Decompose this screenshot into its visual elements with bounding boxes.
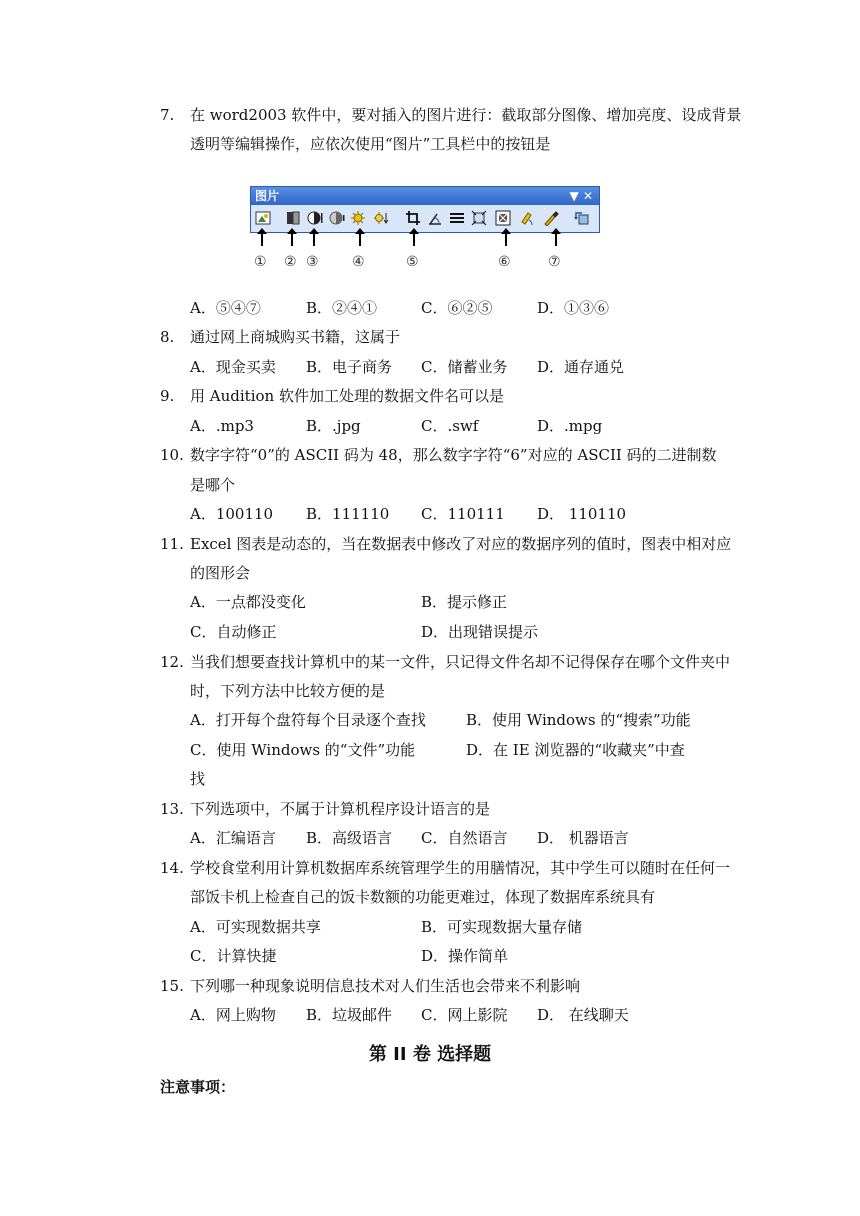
toolbar-title-bar	[251, 187, 599, 205]
color-icon	[285, 210, 301, 226]
question-text: 时，下列方法中比较方便的是	[190, 682, 386, 700]
text-wrapping-icon	[495, 210, 511, 226]
marker-label: ⑤	[406, 254, 419, 270]
question-number: 12.	[160, 653, 184, 671]
question-text: 下列哪一种现象说明信息技术对人们生活也会带来不利影响	[190, 977, 581, 995]
question-number: 10.	[160, 446, 184, 464]
option-b: B．②④①	[306, 299, 378, 317]
question-text: 在 word2003 软件中，要对插入的图片进行：截取部分图像、增加亮度、设成背景	[190, 106, 742, 124]
question-number: 11.	[160, 535, 184, 553]
arrow-marker-3	[313, 232, 315, 246]
option-b: B．可实现数据大量存储	[421, 918, 583, 936]
option-b: B．使用 Windows 的“搜索”功能	[466, 711, 691, 729]
marker-label: ③	[306, 254, 319, 270]
option-c: C．⑥②⑤	[421, 299, 493, 317]
option-d: D． 110110	[537, 505, 627, 523]
marker-label: ①	[254, 254, 267, 270]
option-d-wrap: 找	[190, 770, 206, 788]
compress-pictures-icon	[471, 210, 487, 226]
arrow-marker-6	[505, 232, 507, 246]
line-style-icon	[449, 210, 465, 226]
option-b: B．.jpg	[306, 417, 361, 435]
option-a: A．⑤④⑦	[190, 299, 261, 317]
option-d: D．出现错误提示	[421, 623, 539, 641]
question-number: 7.	[160, 106, 175, 124]
reset-picture-icon	[573, 210, 589, 226]
option-c: C．计算快捷	[190, 947, 277, 965]
picture-toolbar	[250, 186, 600, 233]
question-text: 数字字符“0”的 ASCII 码为 48，那么数字字符“6”对应的 ASCII 码的二进制数	[190, 446, 717, 464]
insert-picture-icon	[255, 210, 271, 226]
marker-label: ④	[352, 254, 365, 270]
option-d: D．操作简单	[421, 947, 509, 965]
question-text: 通过网上商城购买书籍，这属于	[190, 328, 401, 346]
question-text: 透明等编辑操作，应依次使用“图片”工具栏中的按钮是	[190, 135, 551, 153]
option-b: B．提示修正	[421, 593, 508, 611]
more-brightness-icon	[351, 210, 367, 226]
option-d: D．通存通兑	[537, 358, 625, 376]
question-number: 14.	[160, 859, 184, 877]
question-text: 是哪个	[190, 476, 236, 494]
option-c: C．使用 Windows 的“文件”功能	[190, 741, 416, 759]
question-number: 15.	[160, 977, 184, 995]
option-c: C．储蓄业务	[421, 358, 508, 376]
option-c: C．110111	[421, 505, 505, 523]
less-brightness-icon	[373, 210, 389, 226]
option-d: D． 在线聊天	[537, 1006, 629, 1024]
crop-icon	[405, 210, 421, 226]
less-contrast-icon	[329, 210, 345, 226]
option-a: A．100110	[190, 505, 274, 523]
question-number: 9.	[160, 387, 175, 405]
marker-label: ②	[284, 254, 297, 270]
question-text: 用 Audition 软件加工处理的数据文件名可以是	[190, 387, 504, 405]
notice-label: 注意事项：	[160, 1078, 236, 1096]
option-b: B．电子商务	[306, 358, 393, 376]
option-a: A．网上购物	[190, 1006, 276, 1024]
arrow-marker-2	[291, 232, 293, 246]
option-b: B．111110	[306, 505, 390, 523]
option-a: A．.mp3	[190, 417, 254, 435]
question-text: 的图形会	[190, 564, 251, 582]
question-text: Excel 图表是动态的，当在数据表中修改了对应的数据序列的值时，图表中相对应	[190, 535, 732, 553]
option-a: A．现金买卖	[190, 358, 276, 376]
toolbar-controls: ▼ ✕	[569, 189, 593, 203]
arrow-marker-7	[555, 232, 557, 246]
question-text: 部饭卡机上检查自己的饭卡数额的功能更难过，体现了数据库系统具有	[190, 888, 656, 906]
question-text: 当我们想要查找计算机中的某一文件，只记得文件名却不记得保存在哪个文件夹中	[190, 653, 731, 671]
section-heading: 第 II 卷 选择题	[368, 1044, 492, 1065]
arrow-marker-5	[413, 232, 415, 246]
arrow-marker-4	[359, 232, 361, 246]
question-number: 8.	[160, 328, 175, 346]
option-d: D．①③⑥	[537, 299, 610, 317]
set-transparent-color-icon	[543, 210, 559, 226]
question-number: 13.	[160, 800, 184, 818]
option-a: A．打开每个盘符每个目录逐个查找	[190, 711, 426, 729]
option-b: B．垃圾邮件	[306, 1006, 393, 1024]
option-a: A．一点都没变化	[190, 593, 306, 611]
format-picture-icon	[519, 210, 535, 226]
rotate-icon	[427, 210, 443, 226]
option-d: D． 机器语言	[537, 829, 629, 847]
more-contrast-icon	[307, 210, 323, 226]
option-c: C．网上影院	[421, 1006, 508, 1024]
marker-label: ⑥	[498, 254, 511, 270]
toolbar-title: 图片	[255, 189, 280, 203]
option-d: D．在 IE 浏览器的“收藏夹”中查	[466, 741, 685, 759]
question-text: 下列选项中，不属于计算机程序设计语言的是	[190, 800, 491, 818]
question-text: 学校食堂利用计算机数据库系统管理学生的用膳情况，其中学生可以随时在任何一	[190, 859, 731, 877]
option-a: A．可实现数据共享	[190, 918, 321, 936]
option-c: C．.swf	[421, 417, 479, 435]
option-c: C．自然语言	[421, 829, 508, 847]
option-a: A．汇编语言	[190, 829, 276, 847]
option-b: B．高级语言	[306, 829, 393, 847]
option-c: C．自动修正	[190, 623, 277, 641]
marker-label: ⑦	[548, 254, 561, 270]
option-d: D．.mpg	[537, 417, 603, 435]
arrow-marker-1	[261, 232, 263, 246]
